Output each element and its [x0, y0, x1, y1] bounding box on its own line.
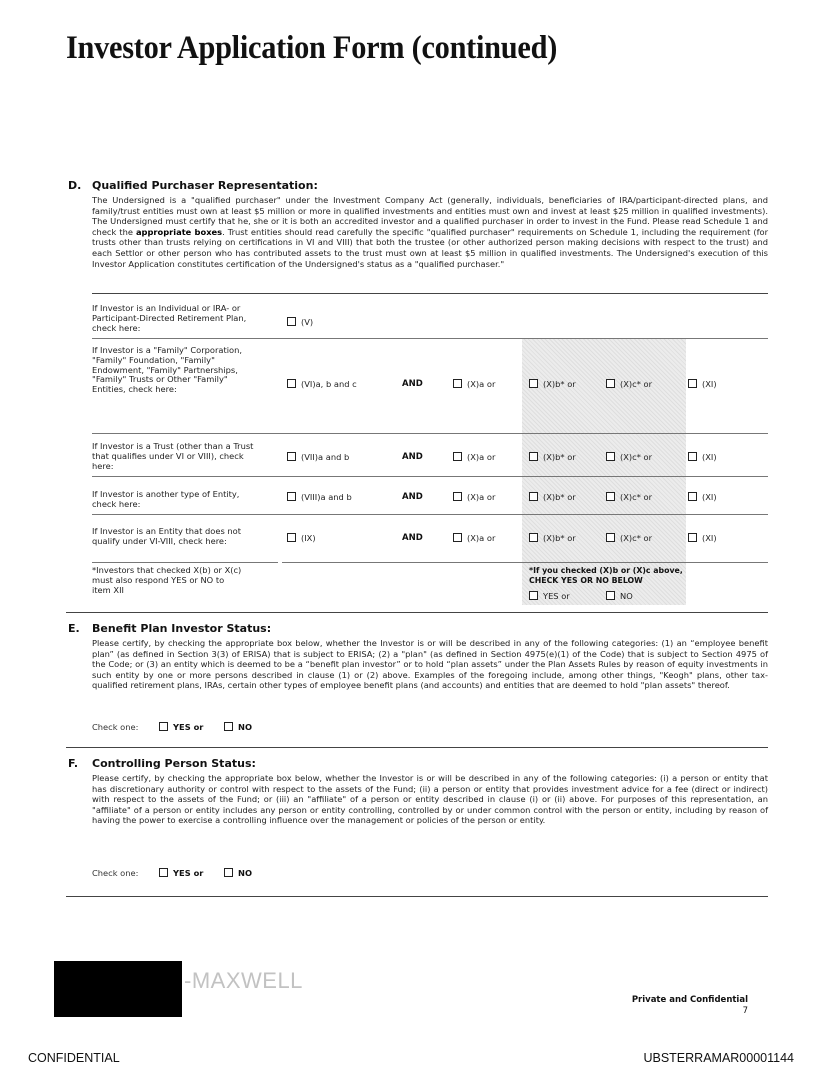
redaction-box — [54, 961, 182, 1017]
checkbox[interactable] — [287, 452, 296, 461]
row-divider — [92, 476, 768, 477]
confidential-stamp: CONFIDENTIAL — [28, 1051, 120, 1065]
checkbox[interactable] — [287, 533, 296, 542]
row-divider — [92, 338, 768, 339]
checkbox[interactable] — [287, 317, 296, 326]
qp-row-label: If Investor is a Trust (other than a Trust that qualifies under VI or VIII), check here: — [92, 441, 254, 471]
qp-option[interactable]: (X)c* or — [606, 379, 652, 389]
qp-row-label: If Investor is an Entity that does not qualify under VI-VIII, check here: — [92, 526, 242, 546]
qp-option[interactable]: (VIII)a and b — [287, 492, 352, 502]
row-divider — [92, 514, 768, 515]
section-f-no-option[interactable]: NO — [224, 868, 252, 878]
qp-option[interactable]: (X)a or — [453, 492, 495, 502]
qp-option[interactable]: (X)a or — [453, 379, 495, 389]
qp-option[interactable]: (VI)a, b and c — [287, 379, 357, 389]
checkbox[interactable] — [453, 379, 462, 388]
footnote-yes-option[interactable]: YES or — [529, 591, 570, 601]
checkbox[interactable] — [606, 379, 615, 388]
checkbox[interactable] — [606, 452, 615, 461]
qp-option[interactable]: (XI) — [688, 379, 717, 389]
section-f-check-one: Check one: YES or NO — [92, 868, 253, 878]
qp-option[interactable]: (X)b* or — [529, 533, 576, 543]
qp-option[interactable]: (IX) — [287, 533, 316, 543]
checkbox[interactable] — [688, 492, 697, 501]
qp-option[interactable]: (V) — [287, 317, 313, 327]
section-d-body — [92, 195, 768, 269]
section-e-no-option[interactable]: NO — [224, 722, 252, 732]
page-number: 7 — [742, 1006, 748, 1016]
checkbox[interactable] — [159, 868, 168, 877]
checkbox[interactable] — [453, 492, 462, 501]
qp-option[interactable]: (XI) — [688, 533, 717, 543]
section-d-body-bold: appropriate boxes — [135, 226, 223, 237]
checkbox[interactable] — [224, 722, 233, 731]
section-divider — [66, 612, 768, 613]
row-divider — [282, 562, 768, 563]
checkbox[interactable] — [529, 379, 538, 388]
footnote-note — [529, 566, 683, 585]
footnote-note-line2: CHECK YES OR NO BELOW — [529, 575, 643, 585]
and-label: AND — [402, 379, 423, 389]
checkbox[interactable] — [529, 492, 538, 501]
checkbox[interactable] — [688, 452, 697, 461]
qp-option[interactable]: (XI) — [688, 452, 717, 462]
row-divider — [92, 562, 278, 563]
checkbox[interactable] — [529, 533, 538, 542]
qp-option[interactable]: (X)a or — [453, 533, 495, 543]
checkbox[interactable] — [688, 379, 697, 388]
qp-option[interactable]: (X)a or — [453, 452, 495, 462]
qp-row-label: If Investor is a "Family" Corporation, "Family" Foundation, "Family" Endowment, "Family" Partnerships, "Family" Trusts or Other "Family" Entities, check here: — [92, 345, 243, 395]
section-f-heading: Controlling Person Status: — [92, 757, 256, 770]
checkbox[interactable] — [287, 492, 296, 501]
section-f-body: Please certify, by checking the appropriate box below, whether the Investor is or will be described in any of the following categories: (i) a person or entity that has discretionary authority or control with respect to the assets of the Fund; (ii) a person or entity that provides investment advice for a fee (direct or indirect) with respect to the assets of the Fund; or (iii) an "affiliate" of a person or entity described in clause (i) or (ii) above. For purposes of this representation, an "affiliate" of a person or entity includes any person or entity controlling, controlled by or under common control with the person or entity, including by reason of having the power to exercise a controlling influence over the management or policies of the person or entity. — [92, 773, 768, 826]
qp-option[interactable]: (X)c* or — [606, 533, 652, 543]
section-d-heading: Qualified Purchaser Representation: — [92, 179, 318, 192]
section-f-yes-option[interactable]: YES or — [159, 868, 203, 878]
qp-option[interactable]: (X)b* or — [529, 379, 576, 389]
logo-text: -MAXWELL — [184, 968, 303, 993]
section-divider — [66, 747, 768, 748]
checkbox[interactable] — [453, 452, 462, 461]
row-divider — [92, 433, 768, 434]
checkbox[interactable] — [529, 591, 538, 600]
qp-row-label: If Investor is an Individual or IRA- or Participant-Directed Retirement Plan, check here: — [92, 303, 247, 333]
checkbox[interactable] — [529, 452, 538, 461]
section-e-yes-option[interactable]: YES or — [159, 722, 203, 732]
bates-number: UBSTERRAMAR00001144 — [643, 1051, 794, 1065]
section-d-body-pre: The Undersigned is a "qualified purchaser" under the Investment Company Act (generally, individuals, beneficiaries of IRA/participant-directed plans, and family/trust entities must own at least $5 million or more in qualified investments and entities must own and invest at least $25 million in qualified investments). The Undersigned must certify that he, she or it is both an accredited investor and a qualified purchaser in order to invest in the Fund. Please read Schedule 1 and check the — [92, 195, 768, 237]
page-title: Investor Application Form (continued) — [66, 30, 558, 66]
section-d-body-post: . Trust entities should read carefully the specific "qualified purchaser" requirements on Schedule 1, including the requirement (for trusts other than trusts relying on certifications in VI and VIII) that both the trustee (or other authorized person making decisions with respect to the trust) and each Settlor or other person who has contributed assets to the trust must own at least $5 million in qualified investments. The Undersigned's execution of this Investor Application constitutes certification of the Undersigned's status as a "qualified purchaser." — [92, 226, 769, 269]
checkbox[interactable] — [159, 722, 168, 731]
qp-option[interactable]: (X)b* or — [529, 492, 576, 502]
footnote-label: *Investors that checked X(b) or X(c) must also respond YES or NO to item XII — [92, 565, 242, 595]
footnote-no-option[interactable]: NO — [606, 591, 633, 601]
section-divider — [66, 896, 768, 897]
section-f-letter: F. — [68, 757, 79, 770]
checkbox[interactable] — [606, 533, 615, 542]
section-e-heading: Benefit Plan Investor Status: — [92, 622, 272, 635]
qp-option[interactable]: (VII)a and b — [287, 452, 349, 462]
checkbox[interactable] — [453, 533, 462, 542]
section-d-letter: D. — [68, 179, 82, 192]
checkbox[interactable] — [688, 533, 697, 542]
qp-option[interactable]: (X)b* or — [529, 452, 576, 462]
checkbox[interactable] — [287, 379, 296, 388]
checkbox[interactable] — [224, 868, 233, 877]
section-e-check-one: Check one: YES or NO — [92, 722, 253, 732]
checkbox[interactable] — [606, 591, 615, 600]
qp-option[interactable]: (XI) — [688, 492, 717, 502]
qp-option[interactable]: (X)c* or — [606, 452, 652, 462]
private-confidential: Private and Confidential — [631, 995, 748, 1005]
and-label: AND — [402, 492, 423, 502]
section-e-letter: E. — [68, 622, 80, 635]
and-label: AND — [402, 533, 423, 543]
checkbox[interactable] — [606, 492, 615, 501]
section-d-divider — [92, 293, 768, 294]
and-label: AND — [402, 452, 423, 462]
qp-row-label: If Investor is another type of Entity, check here: — [92, 489, 240, 509]
qp-option[interactable]: (X)c* or — [606, 492, 652, 502]
section-e-body: Please certify, by checking the appropriate box below, whether the Investor is or will be described in any of the following categories: (1) an “employee benefit plan” (as defined in Section 3(3) of ERISA) that is subject to ERISA; (2) a "plan" (as defined in Section 4975(e)(1) of the Code) that is subject to Section 4975 of the Code; or (3) an entity which is deemed to be a “benefit plan investor” or to hold “plan assets” under the Plan Assets Rules by reason of equity investments in such entity by one or more persons described in clause (1) or (2) above. Examples of the foregoing include, among other things, "Keogh" plans, other tax-qualified retirement plans, IRAs, certain other types of employee benefit plans (and accounts) and entities that are deemed to hold "plan assets" thereof. — [92, 638, 768, 691]
footnote-note-line1: *If you checked (X)b or (X)c above, — [529, 566, 683, 575]
